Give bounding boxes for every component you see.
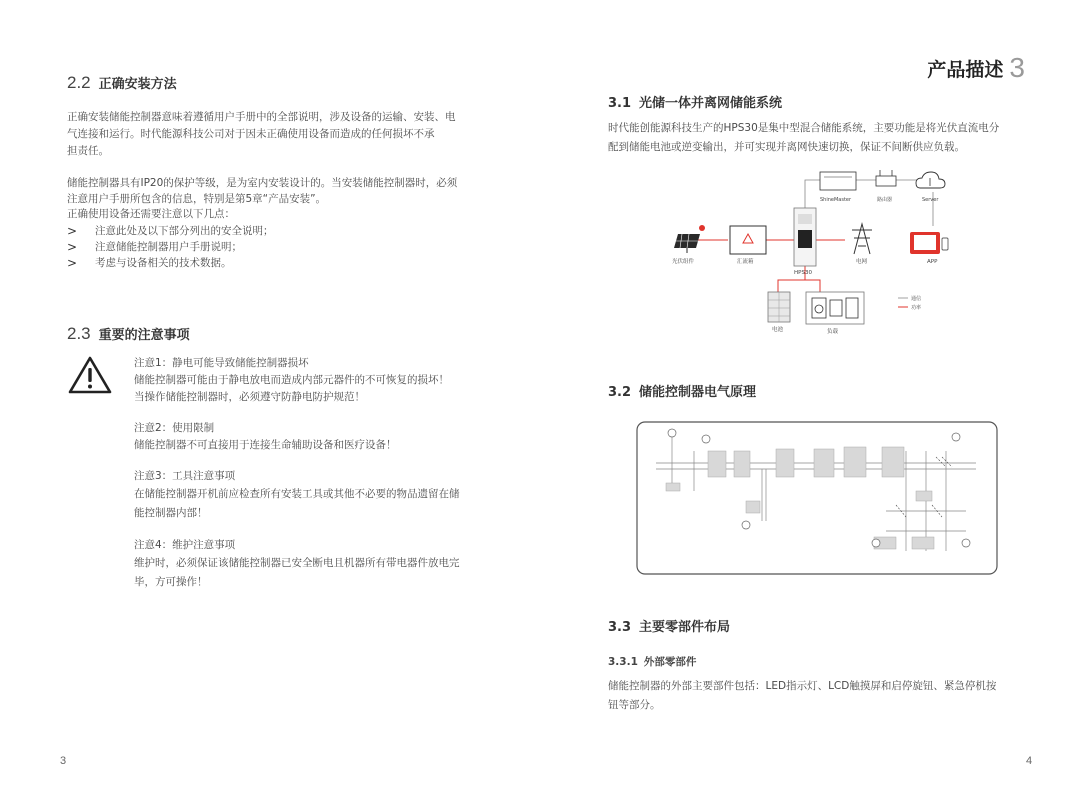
section-number: 2.2 xyxy=(67,73,91,92)
list-item xyxy=(67,239,497,255)
section-title: 储能控制器电气原理 xyxy=(639,385,757,400)
note-line: 能控制器内部！ xyxy=(134,507,208,519)
note-line: 维护时，必须保证该储能控制器已安全断电且机器所有带电器件放电完 xyxy=(134,557,460,569)
section-title: 重要的注意事项 xyxy=(98,328,190,343)
battery-label: 电池 xyxy=(772,327,784,333)
note-title: 注意3：工具注意事项 xyxy=(134,470,236,482)
server-label: Server xyxy=(922,197,939,203)
chapter-header xyxy=(927,52,1025,84)
section-title: 主要零部件布局 xyxy=(639,620,731,635)
text-line: 注意用户手册所包含的信息，特别是第5章“产品安装”。 xyxy=(67,193,327,205)
cloud-server-icon xyxy=(916,172,945,188)
note-title: 注意4：维护注意事项 xyxy=(134,539,236,551)
bullet-marker: > xyxy=(67,224,78,238)
note-line: 当操作储能控制器时，必须遵守防静电防护规范！ xyxy=(134,391,365,403)
subsection-number: 3.3.1 xyxy=(608,656,638,668)
text-line: 储能控制器的外部主要部件包括：LED指示灯、LCD触摸屏和启停旋钮、紧急停机按 xyxy=(608,680,997,692)
section-3-3-heading xyxy=(608,616,730,635)
text-line: 担责任。 xyxy=(67,145,109,157)
grid-tower-icon xyxy=(852,224,872,254)
section-3-3-1-paragraph xyxy=(608,677,1048,715)
list-item xyxy=(67,223,497,239)
hps30-label: HPS30 xyxy=(794,270,812,276)
text-line: 气连接和运行。时代能源科技公司对于因未正确使用设备而造成的任何损坏不承 xyxy=(67,128,435,140)
text-line: 正确使用设备还需要注意以下几点： xyxy=(67,208,235,220)
pv-label: 光伏组件 xyxy=(672,259,695,265)
list-item-text: 考虑与设备相关的技术数据。 xyxy=(95,257,232,269)
section-number: 2.3 xyxy=(67,324,91,343)
section-number: 3.3 xyxy=(608,620,632,635)
system-diagram xyxy=(670,168,960,338)
note-4 xyxy=(134,537,494,592)
note-line: 储能控制器可能由于静电放电而造成内部元器件的不可恢复的损坏！ xyxy=(134,374,449,386)
subsection-3-3-1-heading xyxy=(608,654,696,669)
battery-rack-icon xyxy=(768,292,790,322)
text-line: 配到储能电池或逆变输出，并可实现并离网快速切换，保证不间断供应负载。 xyxy=(608,141,965,153)
electrical-schematic xyxy=(636,421,998,575)
section-2-2-paragraph-1 xyxy=(67,109,497,160)
router-icon xyxy=(876,170,896,186)
note-1 xyxy=(134,355,494,406)
list-item-text: 注意储能控制器用户手册说明； xyxy=(95,241,242,253)
legend-comm-label: 通信 xyxy=(911,296,922,302)
page-number-left: 3 xyxy=(60,755,67,767)
section-title: 光储一体并离网储能系统 xyxy=(639,96,783,111)
note-title: 注意2：使用限制 xyxy=(134,422,215,434)
load-label: 负载 xyxy=(827,329,839,335)
chapter-title: 产品描述 xyxy=(927,58,1004,81)
note-line: 毕，方可操作！ xyxy=(134,576,208,588)
note-title: 注意1：静电可能导致储能控制器损坏 xyxy=(134,357,309,369)
shinemaster-icon xyxy=(820,172,856,190)
section-number: 3.1 xyxy=(608,96,632,111)
text-line: 时代能创能源科技生产的HPS30是集中型混合储能系统，主要功能是将光伏直流电分 xyxy=(608,122,1000,134)
note-line: 储能控制器不可直接用于连接生命辅助设备和医疗设备！ xyxy=(134,439,397,451)
shinemaster-label: ShineMaster xyxy=(820,197,852,203)
note-line: 在储能控制器开机前应检查所有安装工具或其他不必要的物品遗留在储 xyxy=(134,488,460,500)
section-3-1-heading xyxy=(608,92,782,111)
note-2 xyxy=(134,420,494,454)
text-line: 钮等部分。 xyxy=(608,699,661,711)
bullet-marker: > xyxy=(67,240,78,254)
hps30-cabinet-icon xyxy=(794,208,816,266)
text-line: 储能控制器具有IP20的保护等级，是为室内安装设计的。当安装储能控制器时，必须 xyxy=(67,177,458,189)
text-line: 正确安装储能控制器意味着遵循用户手册中的全部说明，涉及设备的运输、安装、电 xyxy=(67,111,456,123)
note-3 xyxy=(134,468,494,523)
legend-power-label: 功率 xyxy=(911,305,922,311)
grid-label: 电网 xyxy=(856,259,868,265)
bullet-list xyxy=(67,223,497,271)
pv-panel-icon xyxy=(674,225,705,253)
section-2-2-heading xyxy=(67,73,177,93)
combiner-label: 汇流箱 xyxy=(737,259,754,265)
chapter-number: 3 xyxy=(1009,52,1025,83)
router-label: 路由器 xyxy=(877,197,893,203)
list-item-text: 注意此处及以下部分列出的安全说明； xyxy=(95,225,274,237)
bullet-marker: > xyxy=(67,256,78,270)
list-item xyxy=(67,255,497,271)
warning-triangle-icon xyxy=(68,356,112,394)
section-3-1-paragraph xyxy=(608,119,1048,157)
page-number-right: 4 xyxy=(1026,755,1033,767)
notes-list xyxy=(134,355,494,606)
combiner-box-icon xyxy=(730,226,766,254)
section-title: 正确安装方法 xyxy=(98,77,177,92)
app-label: APP xyxy=(927,259,938,265)
load-appliances-icon xyxy=(806,292,864,324)
section-2-2-paragraph-2 xyxy=(67,175,497,222)
section-2-3-heading xyxy=(67,324,190,344)
app-monitor-icon xyxy=(910,232,948,254)
section-number: 3.2 xyxy=(608,385,632,400)
subsection-title: 外部零部件 xyxy=(643,656,697,668)
section-3-2-heading xyxy=(608,381,756,400)
